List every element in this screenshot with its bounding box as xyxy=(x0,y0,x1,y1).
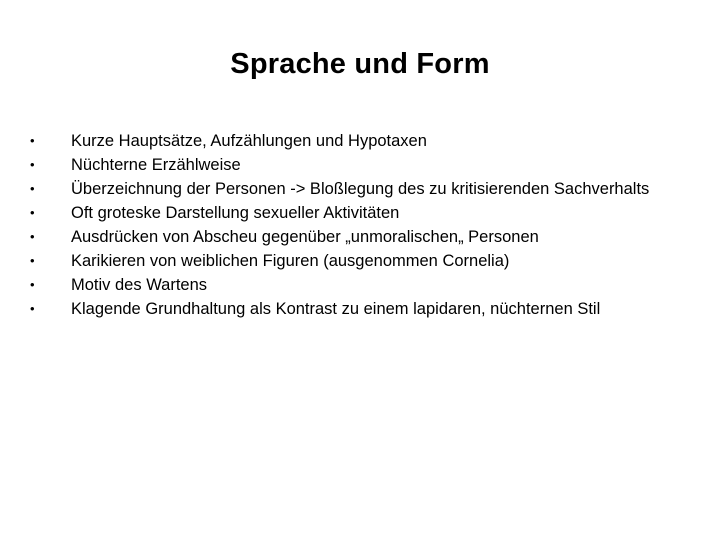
bullet-text: Klagende Grundhaltung als Kontrast zu einem lapidaren, nüchternen Stil xyxy=(71,300,601,318)
bullet-item xyxy=(30,226,690,249)
bullet-item xyxy=(30,298,690,321)
bullet-list xyxy=(30,130,690,322)
bullet-text: Karikieren von weiblichen Figuren (ausgenommen Cornelia) xyxy=(71,252,510,270)
bullet-icon: • xyxy=(30,253,35,268)
bullet-item xyxy=(30,250,690,273)
bullet-icon: • xyxy=(30,157,35,172)
slide-title: Sprache und Form xyxy=(230,48,490,80)
bullet-text: Ausdrücken von Abscheu gegenüber „unmoralischen„ Personen xyxy=(71,228,539,246)
bullet-item xyxy=(30,130,690,153)
bullet-item xyxy=(30,202,690,225)
bullet-icon: • xyxy=(30,205,35,220)
bullet-text: Kurze Hauptsätze, Aufzählungen und Hypotaxen xyxy=(71,132,427,150)
bullet-item xyxy=(30,274,690,297)
bullet-icon: • xyxy=(30,301,35,316)
bullet-text: Nüchterne Erzählweise xyxy=(71,156,241,174)
bullet-icon: • xyxy=(30,133,35,148)
bullet-text: Oft groteske Darstellung sexueller Aktivitäten xyxy=(71,204,400,222)
bullet-text: Überzeichnung der Personen -> Bloßlegung des zu kritisierenden Sachverhalts xyxy=(71,180,650,198)
bullet-text: Motiv des Wartens xyxy=(71,276,208,294)
bullet-item xyxy=(30,154,690,177)
bullet-item xyxy=(30,178,690,201)
bullet-icon: • xyxy=(30,229,35,244)
bullet-icon: • xyxy=(30,277,35,292)
bullet-icon: • xyxy=(30,181,35,196)
